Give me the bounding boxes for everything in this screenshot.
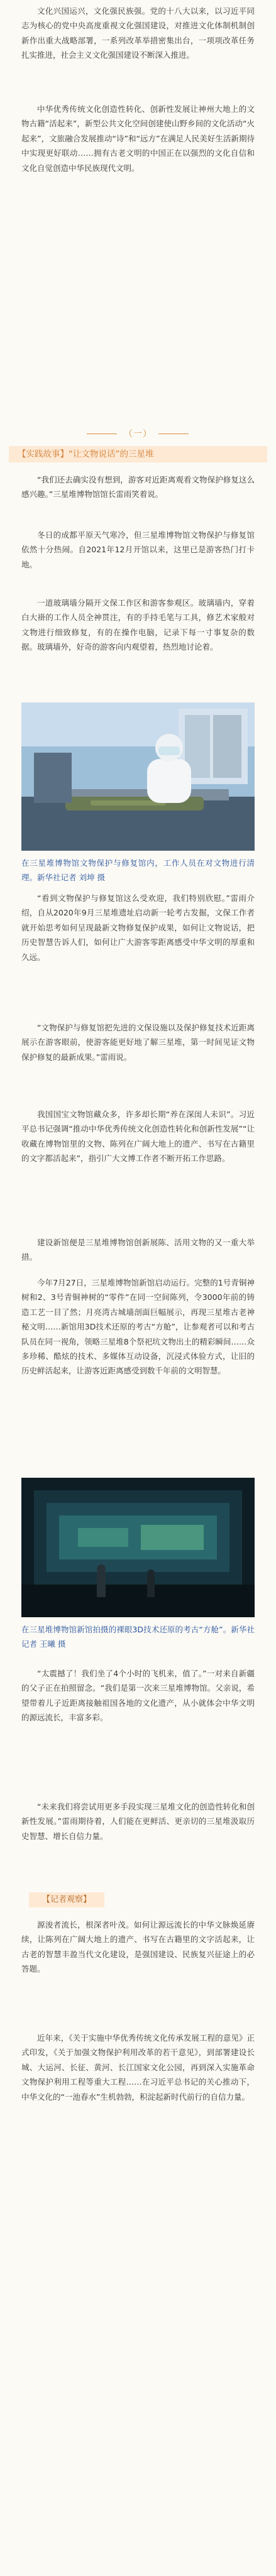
section-number: （一）	[118, 427, 158, 440]
section-heading	[0, 426, 276, 442]
paragraph: “看到文物保护与修复馆这么受欢迎，我们特别欣慰。”雷雨介绍，自从2020年9月三星堆遗址启动新一轮考古发掘，文保工作者就开始思考如何呈现最新文物修复保护成果，如何让文物说话，把历史智慧告诉人们，如何让广大游客零距离感受中华文明的厚重和久远。	[21, 893, 255, 962]
photo-caption: 在三星堆博物馆文物保护与修复馆内，工作人员在对文物进行清理。新华社记者 刘坤 摄	[21, 858, 255, 883]
photo-3d-archaeology-cabin	[21, 1478, 255, 1617]
photo-restoration-lab	[21, 702, 255, 851]
observer-label: 【记者观察】	[29, 1892, 104, 1907]
paragraph: 冬日的成都平原天气寒冷，但三星堆博物馆文物保护与修复馆依然十分热闹。自2021年12月开馆以来，这里已是游客热门打卡地。	[21, 530, 255, 569]
paragraph: 源浚者流长，根深者叶茂。如何让源远流长的中华文脉焕延赓续，让陈列在广阔大地上的遗产、书写在古籍里的文字活起来，让古老的智慧丰盈当代文化建设，是强国建设、民族复兴征途上的必答题。	[21, 1920, 255, 1974]
paragraph: 今年7月27日，三星堆博物馆新馆启动运行。完整的1号青铜神树和2、3号青铜神树的“零件”在同一空间陈列，令3000年前的铸造工艺一目了然；月亮湾古城墙剖面巨幅展示，再现三星堆古老神秘文明……新馆用3D技术还原的考古“方舱”，让参观者可以和考古队员在同一视角，领略三星堆8个祭祀坑文物出土的精彩瞬间……众多珍稀、酷炫的技术、多媒体互动设备，沉浸式体验方式，让旧的历史鲜活起来，让游客近距离感受到数千年前的文明智慧。	[21, 1278, 255, 1376]
intro-paragraph: 文化兴国运兴，文化强民族强。党的十八大以来，以习近平同志为核心的党中央高度重视文化强国建设，对推进文化体制机制创新作出重大战略部署，一系列改革举措密集出台，一项项改革任务扎实推进，社会主义文化强国建设不断深入推进。	[21, 6, 255, 60]
story-title: 【实践故事】“让文物说话”的三星堆	[9, 446, 267, 462]
paragraph: “文物保护与修复馆把先进的文保设施以及保护修复技术近距离展示在游客眼前，使游客能更好地了解三星堆，第一时间见证文物保护修复的最新成果。”雷雨说。	[21, 1023, 255, 1062]
paragraph: 建设新馆便是三星堆博物馆创新展陈、活用文物的又一重大举措。	[21, 1238, 255, 1262]
paragraph: 近年来，《关于实施中华优秀传统文化传承发展工程的意见》正式印发，《关于加强文物保护利用改革的若干意见》，到部署建设长城、大运河、长征、黄河、长江国家文化公园，再到深入实施革命文物保护利用工程等重大工程……在习近平总书记的关心推动下，中华文化的“一池春水”生机勃勃，积淀起新时代前行的自信力量。	[21, 2033, 255, 2102]
photo-caption: 在三星堆博物馆新馆拍摄的裸眼3D技术还原的考古“方舱”。新华社记者 王曦 摄	[21, 1625, 255, 1649]
paragraph: 我国国宝文物馆藏众多，许多却长期“养在深闺人未识”。习近平总书记强调“推动中华优秀传统文化创造性转化和创新性发展”“让收藏在博物馆里的文物、陈列在广阔大地上的遗产、书写在古籍里的文字都活起来”，指引广大文博工作者不断开拓工作思路。	[21, 1110, 255, 1164]
paragraph: “未来我们将尝试用更多手段实现三星堆文化的创造性转化和创新性发展。”雷雨期待着，人们能在更鲜活、更亲切的三星堆汲取历史智慧、增长自信力量。	[21, 1802, 255, 1841]
paragraph: “我们还去确实没有想到，游客对近距离观看文物保护修复这么感兴趣。”三星堆博物馆馆长雷雨笑着说。	[21, 475, 255, 499]
paragraph: 中华优秀传统文化创造性转化、创新性发展让神州大地上的文物古籍“活起来”，新型公共文化空间创建使山野乡间的文化活动“火起来”，文旅融合发展推动“诗”和“远方”在满足人民美好生活新期待中实现更好联动……拥有古老文明的中国正在以强烈的文化自信和文化自觉创造中华民族现代文明。	[21, 104, 255, 173]
paragraph: 一道玻璃墙分隔开文保工作区和游客参观区。玻璃墙内，穿着白大褂的工作人员全神贯注，有的手持毛笔与工具，修艺术家般对文物进行细致修复，有的在操作电脑，记录下每一寸事复杂的数据。玻璃墙外，好奇的游客向内观望着，热烈地讨论着。	[21, 598, 255, 652]
paragraph: “太震撼了！我们坐了4个小时的飞机来，值了。”一对来自新疆的父子正在拍照留念。“我们是第一次来三星堆博物馆。父亲说，希望带着儿子近距离接触祖国各地的文化遗产，从小就体会中华文明的源远流长，丰富多彩。	[21, 1669, 255, 1723]
